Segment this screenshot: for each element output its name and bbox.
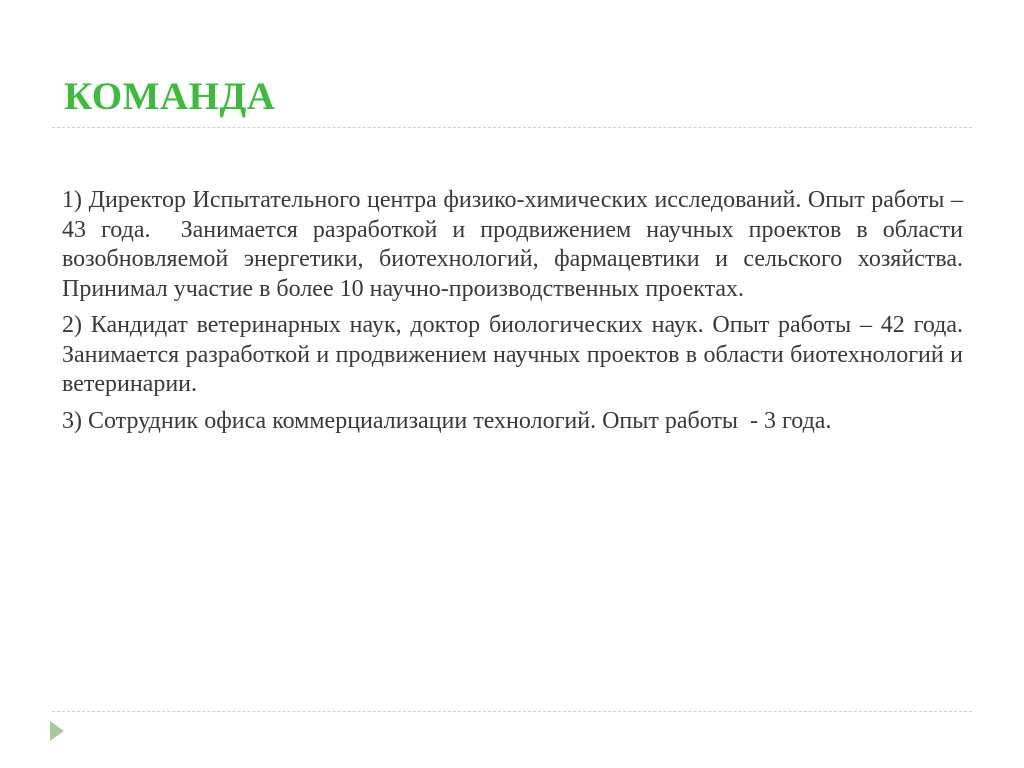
- triangle-right-icon: [50, 721, 64, 741]
- slide-title: КОМАНДА: [64, 75, 276, 118]
- slide-body: [62, 186, 969, 443]
- team-member-3-text: 3) Сотрудник офиса коммерциализации технологий. Опыт работы - 3 года.: [62, 407, 832, 434]
- team-member-2: [62, 311, 969, 400]
- team-member-2-text: 2) Кандидат ветеринарных наук, доктор биологических наук. Опыт работы – 42 года. Занимается разработкой и продвижением научных проектов в области биотехнологий и ветеринарии.: [62, 312, 969, 397]
- team-member-1: [62, 186, 969, 304]
- team-member-3: [62, 407, 963, 437]
- team-member-1-text: 1) Директор Испытательного центра физико-химических исследований. Опыт работы – 43 года. Занимается разработкой и продвижением научных проектов в области возобновляемой энергетики, биотехнологий, фармацевтики и сельского хозяйства. Принимал участие в более 10 научно-производственных проектах.: [62, 187, 969, 302]
- footer-divider: [52, 711, 972, 712]
- title-divider: [52, 127, 972, 128]
